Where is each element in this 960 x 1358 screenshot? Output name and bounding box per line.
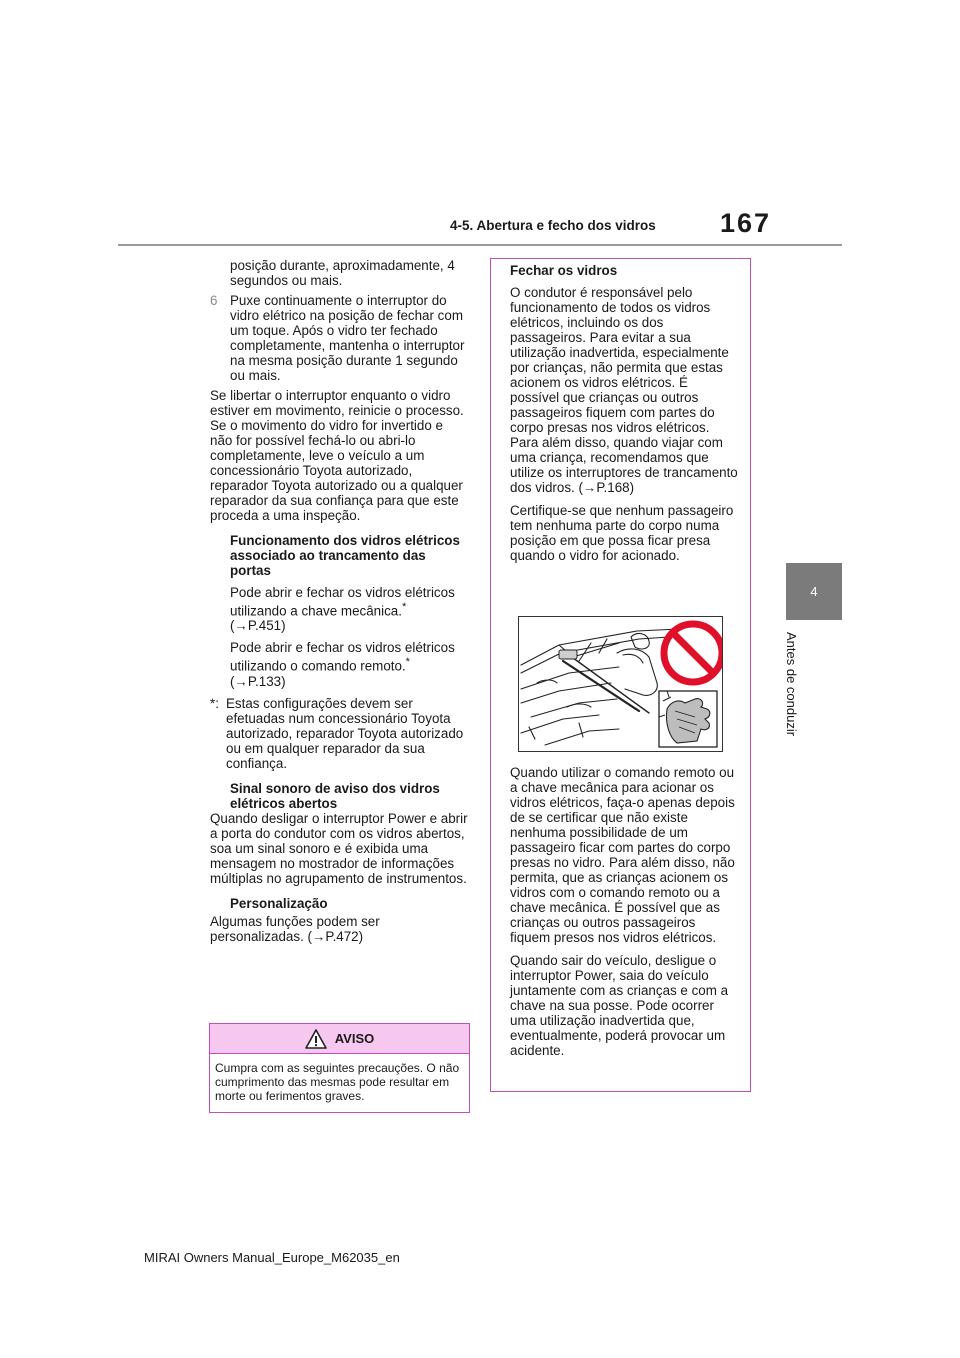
buzzer-text: Quando desligar o interruptor Power e abrir a porta do condutor com os vidros abertos, soa um sinal sonoro e é exibida uma mensagem no mostrador de informações múltiplas no agrupamento de instrumentos. [210,810,468,886]
footnote-text: Estas configurações devem ser efetuadas num concessionário Toyota autorizado, reparador Toyota autorizado ou em qualquer reparador da sua confiança. [226,695,464,771]
warning-box [209,1023,470,1113]
release-note: Se libertar o interruptor enquanto o vidro estiver em movimento, reinicie o processo. [210,388,464,418]
section-title: 4-5. Abertura e fecho dos vidros [450,218,656,233]
closing-para-4: Quando sair do veículo, desligue o interruptor Power, saia do veículo juntamente com as crianças e com a chave na sua posse. Pode ocorrer uma utilização inadvertida que, eventualmente, poderá provocar um acidente. [510,953,729,1058]
closing-para-2: Certifique-se que nenhum passageiro tem nenhuma parte do corpo numa posição em que possa ficar presa quando o vidro for acionado. [510,503,734,563]
car-interior-hand-caught-illustration [519,617,722,751]
step-6 [210,293,468,383]
reverse-note: Se o movimento do vidro for invertido e não for possível fechá-lo ou abri-lo completamente, leve o veículo a um concessionário Toyota autorizado, reparador Toyota autorizado ou a qualquer reparador da sua confiança para que este proceda a uma inspeção. [210,418,463,523]
closing-content-lower [510,765,738,1058]
footnote-mark: *: [210,695,219,711]
warning-title: AVISO [334,1031,375,1046]
buzzer-heading: Sinal sonoro de aviso dos vidros elétricos abertos [230,780,440,811]
asterisk-mark: * [405,656,411,669]
header-divider [118,244,842,246]
footnote [210,696,468,771]
door-lock-heading: Funcionamento dos vidros elétricos associado ao trancamento das portas [230,533,460,578]
continued-text: posição durante, aproximadamente, 4 segundos ou mais. [230,258,455,288]
warning-header [210,1024,469,1054]
left-column [210,258,468,944]
remote-body: Pode abrir e fechar os vidros elétricos utilizando o comando remoto. [230,640,455,674]
page-number: 167 [720,208,772,238]
prohibition-icon [664,624,722,682]
chapter-label-wrap [775,632,807,752]
closing-para-3: Quando utilizar o comando remoto ou a chave mecânica para acionar os vidros elétricos, faça-o apenas depois de se certificar que não existe nenhuma possibilidade de um passageiro ficar com partes do corpo presas no vidro. Para além disso, não permita, que as crianças acionem os vidros com o comando remoto ou a chave mecânica. É possível que as crianças ou outros passageiros fiquem presos nos vidros elétricos. [510,765,735,945]
chapter-label: Antes de conduzir [784,632,799,737]
warning-text: Cumpra com as seguintes precauções. O não cumprimento das mesmas pode resultar em morte ou ferimentos graves. [215,1061,460,1103]
closing-windows-content [510,263,738,563]
mech-key-ref: (→P.451) [230,618,286,634]
closing-windows-box [490,258,751,1092]
chapter-number: 4 [810,584,818,599]
step-text: Puxe continuamente o interruptor do vidro elétrico na posição de fechar com um toque. Após o vidro ter fechado completamente, mantenha o interruptor na mesma posição durante 1 segundo ou mais. [230,293,465,383]
warning-triangle-icon [305,1029,327,1049]
closing-para-1: O condutor é responsável pelo funcionamento de todos os vidros elétricos, incluindo os dos passageiros. Para evitar a sua utilização inadvertida, especialmente por crianças, não permita que estas acionem os vidros elétricos. É possível que crianças ou outros passageiros fiquem com partes do corpo presas nos vidros elétricos. Para além disso, quando viajar com uma criança, recomendamos que utilize os interruptores de trancamento dos vidros. (→P.168) [510,285,738,495]
caution-illustration [518,616,723,752]
asterisk-mark: * [401,601,407,613]
custom-heading: Personalização [230,895,328,911]
footer-manual-id: MIRAI Owners Manual_Europe_M62035_en [144,1250,400,1265]
mech-key-body: Pode abrir e fechar os vidros elétricos utilizando a chave mecânica. [230,585,455,619]
remote-text [210,640,468,673]
chapter-tab [786,563,842,620]
remote-ref: (→P.133) [230,673,286,689]
custom-text: Algumas funções podem ser personalizadas. (→P.472) [210,913,380,944]
step-number: 6 [210,293,218,308]
closing-windows-heading: Fechar os vidros [510,263,618,278]
mech-key-text [210,585,468,618]
